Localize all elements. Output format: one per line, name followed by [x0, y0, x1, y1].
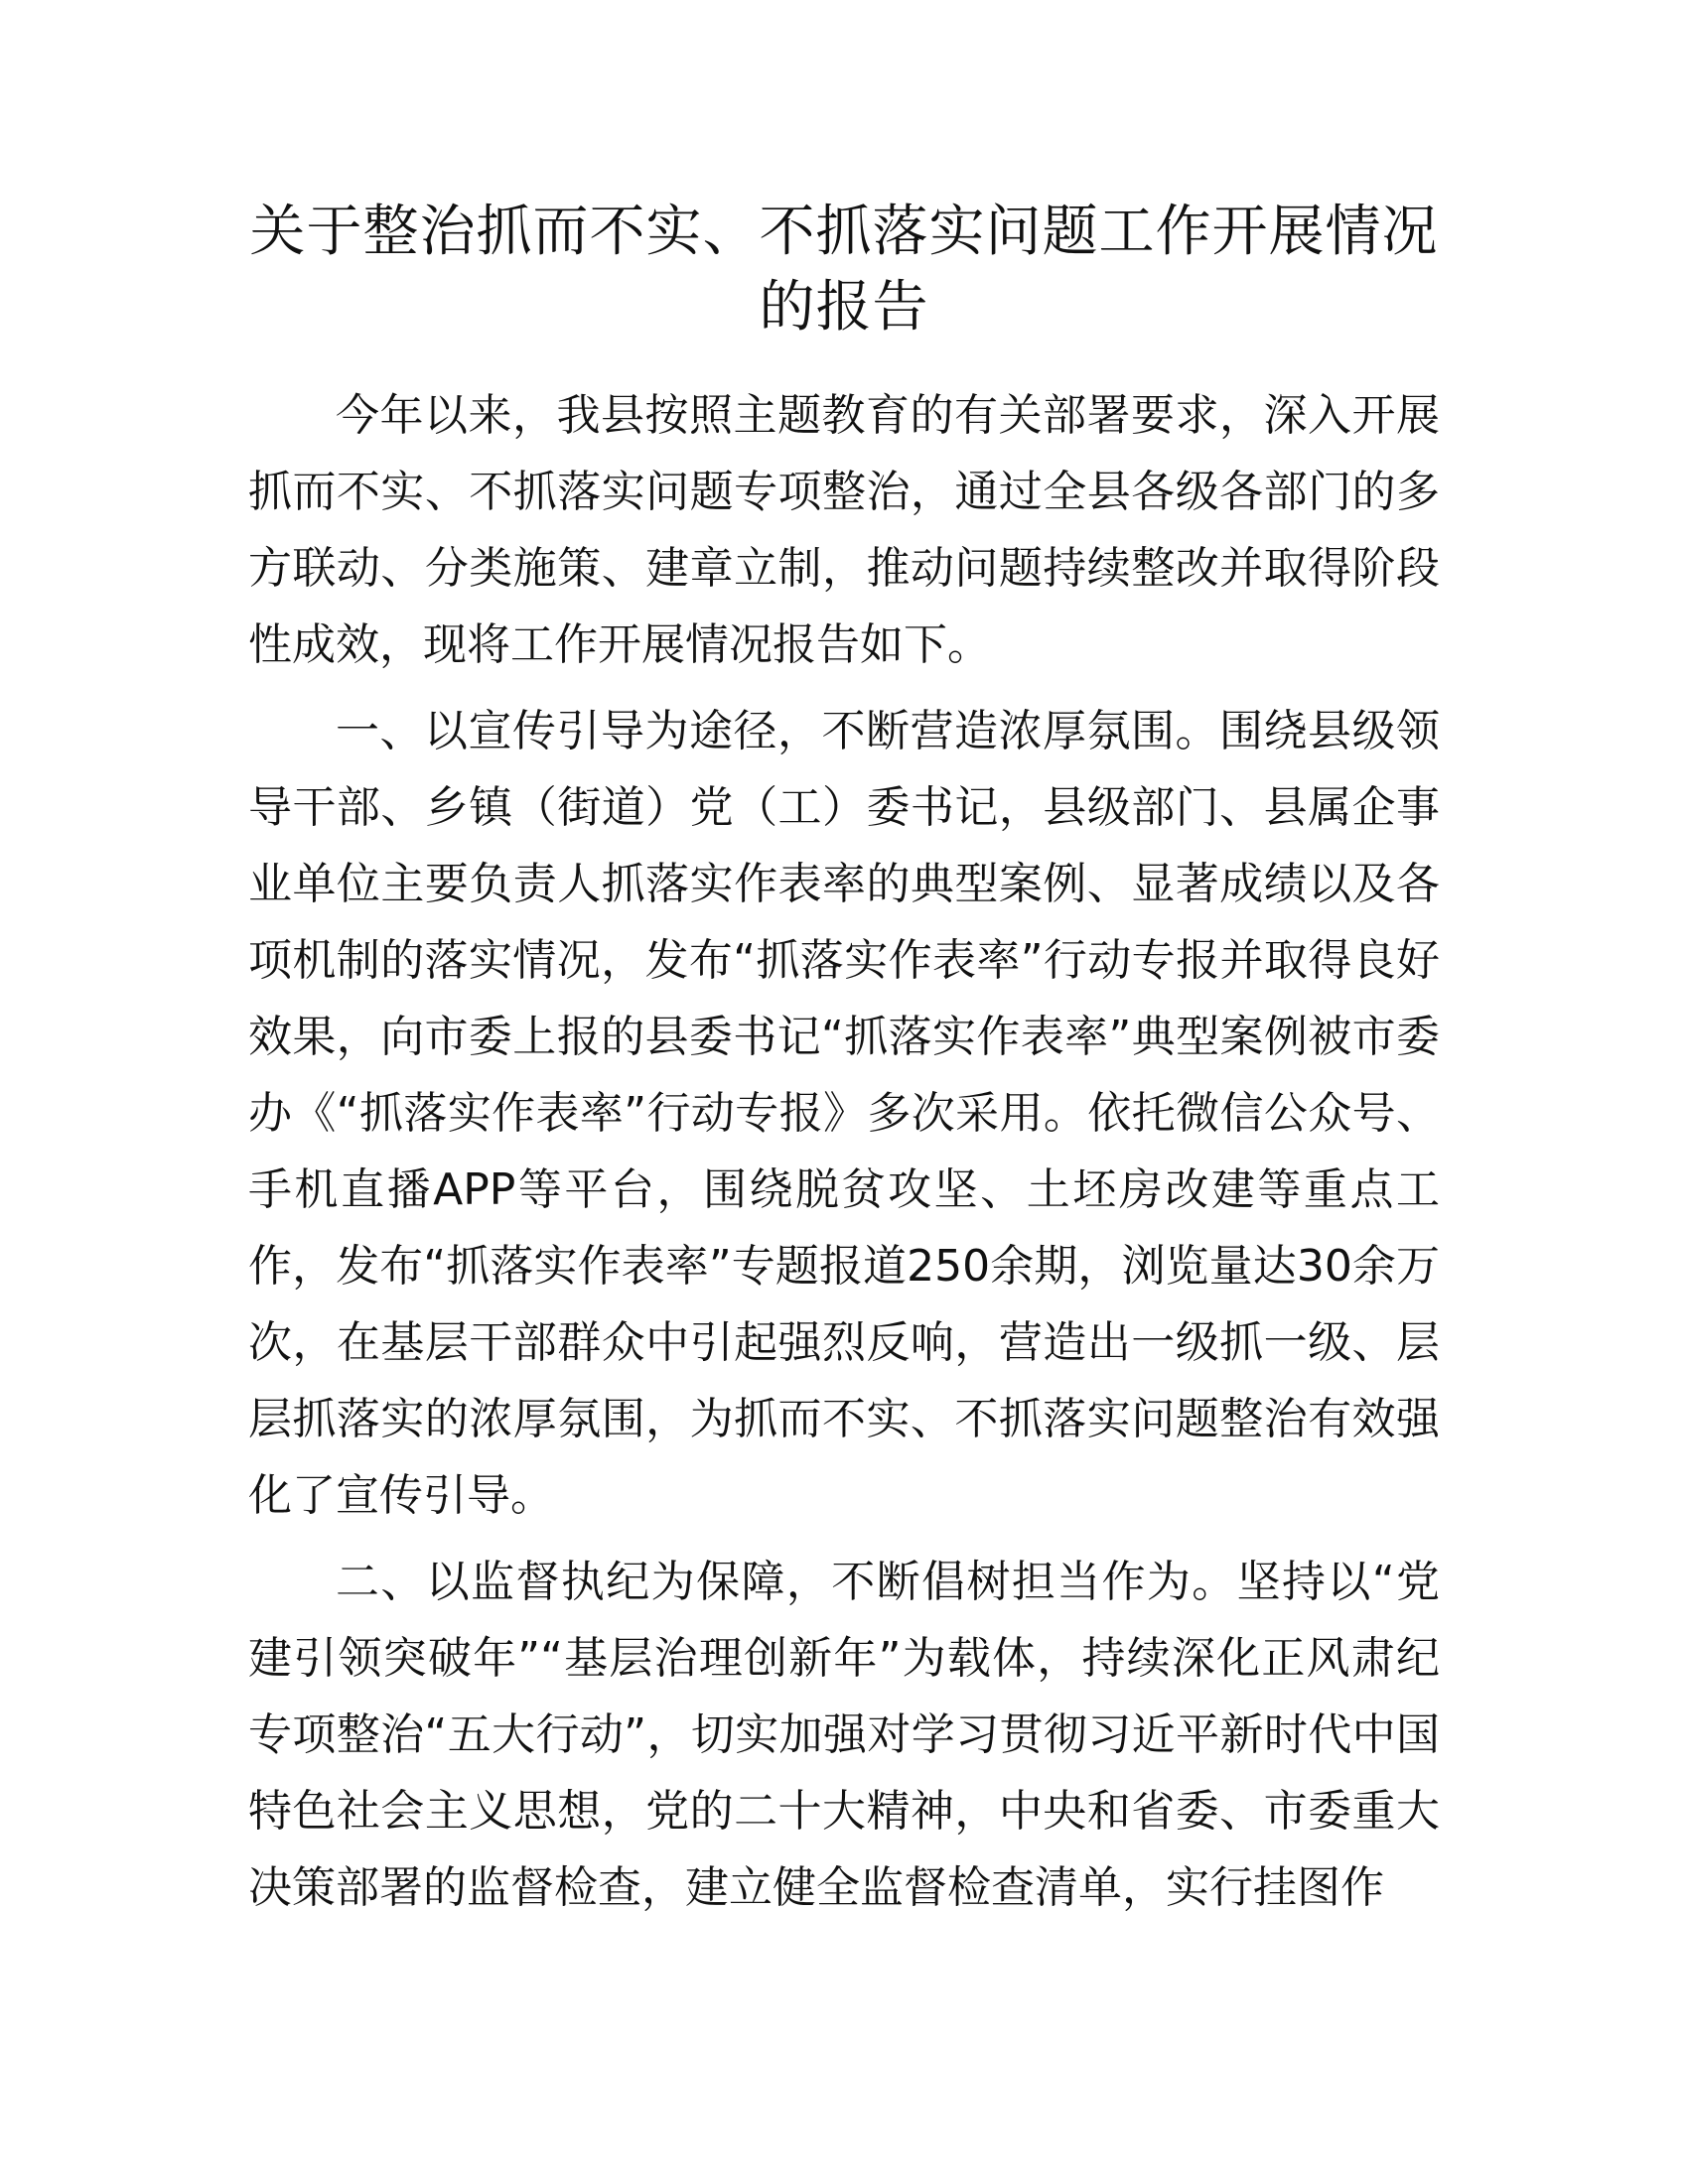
document-title: 关于整治抓而不实、不抓落实问题工作开展情况的报告 — [249, 200, 1439, 340]
paragraph-section-1: 一、以宣传引导为途径，不断营造浓厚氛围。围绕县级领导干部、乡镇（街道）党（工）委书记，县级部门、县属企事业单位主要负责人抓落实作表率的典型案例、显著成绩以及各项机制的落实情况，发布“抓落实作表率”行动专报并取得良好效果，向市委上报的县委书记“抓落实作表率”典型案例被市委办《“抓落实作表率”行动专报》多次采用。依托微信公众号、手机直播APP等平台，围绕脱贫攻坚、土坯房改建等重点工作，发布“抓落实作表率”专题报道250余期，浏览量达30余万次，在基层干部群众中引起强烈反响，营造出一级抓一级、层层抓落实的浓厚氛围，为抓而不实、不抓落实问题整治有效强化了宣传引导。 — [248, 706, 1440, 1521]
paragraph-intro: 今年以来，我县按照主题教育的有关部署要求，深入开展抓而不实、不抓落实问题专项整治，通过全县各级各部门的多方联动、分类施策、建章立制，推动问题持续整改并取得阶段性成效，现将工作开展情况报告如下。 — [248, 390, 1440, 670]
document-body — [248, 377, 1440, 1936]
paragraph-section-2: 二、以监督执纪为保障，不断倡树担当作为。坚持以“党建引领突破年”“基层治理创新年”为载体，持续深化正风肃纪专项整治“五大行动”，切实加强对学习贯彻习近平新时代中国特色社会主义思想，党的二十大精神，中央和省委、市委重大决策部署的监督检查，建立健全监督检查清单，实行挂图作 — [248, 1557, 1440, 1913]
